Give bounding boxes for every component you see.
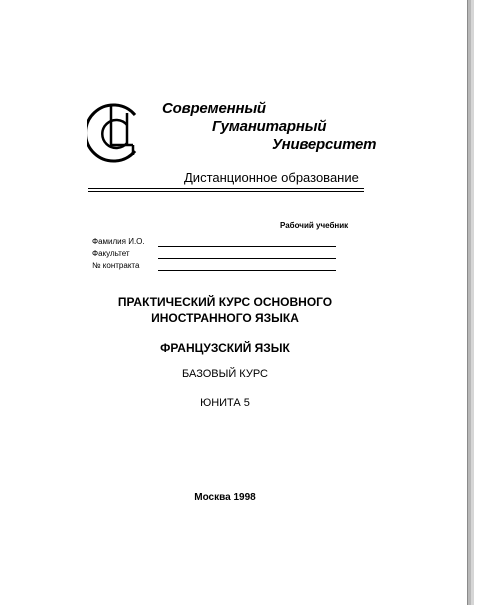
university-name-line-3: Университет (272, 136, 377, 153)
field-label-contract: № контракта (92, 261, 140, 270)
field-line-faculty (158, 258, 336, 259)
field-line-name (158, 246, 336, 247)
header-rule-bottom (88, 191, 364, 192)
unit-number: ЮНИТА 5 (200, 397, 250, 409)
university-name-line-2: Гуманитарный (212, 118, 327, 135)
field-line-contract (158, 270, 336, 271)
course-title-line-1: ПРАКТИЧЕСКИЙ КУРС ОСНОВНОГО (117, 295, 333, 309)
language-title: ФРАНЦУЗСКИЙ ЯЗЫК (160, 341, 290, 355)
field-label-faculty: Факультет (92, 249, 130, 258)
university-logo-icon (87, 101, 153, 163)
distance-education-subtitle: Дистанционное образование (184, 170, 359, 185)
course-title-line-2: ИНОСТРАННОГО ЯЗЫКА (151, 311, 299, 325)
city-year: Москва 1998 (194, 492, 256, 503)
university-name-line-1: Современный (162, 100, 266, 117)
header-rule-top (88, 188, 364, 189)
workbook-label: Рабочий учебник (280, 221, 349, 230)
field-label-name: Фамилия И.О. (92, 237, 145, 246)
course-level: БАЗОВЫЙ КУРС (182, 368, 268, 380)
